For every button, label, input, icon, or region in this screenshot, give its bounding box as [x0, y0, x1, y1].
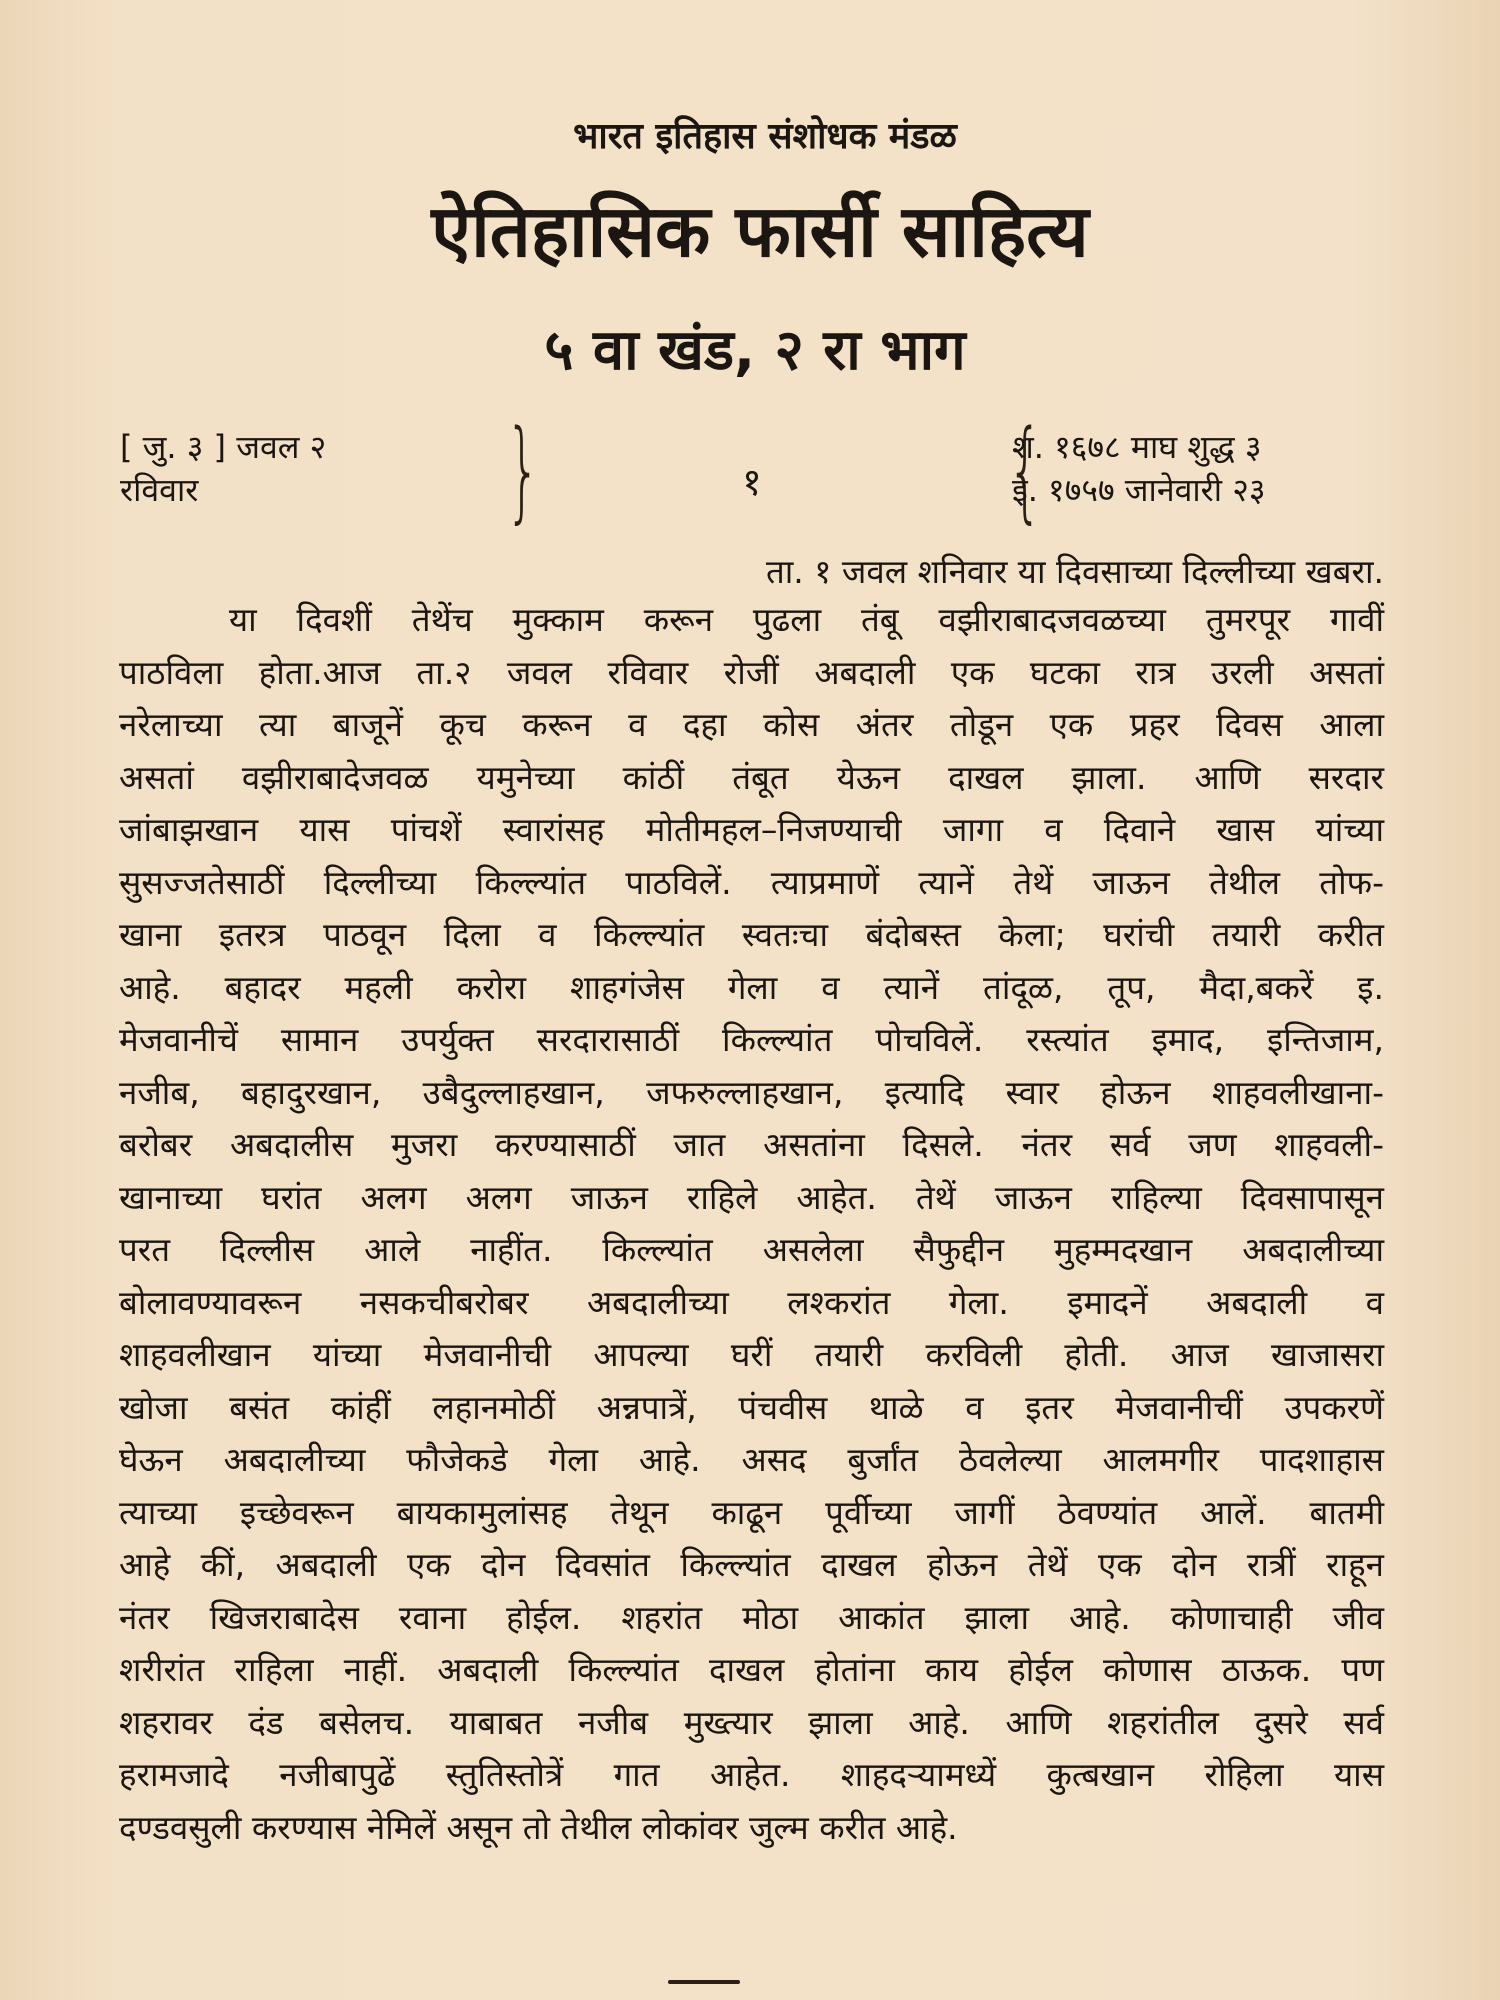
body-line: बरोबर अबदालीस मुजरा करण्यासाठीं जात असतांना दिसले. नंतर सर्व जण शाहवली-	[119, 1125, 1384, 1164]
body-line: खानाच्या घरांत अलग अलग जाऊन राहिले आहेत. तेथें जाऊन राहिल्या दिवसापासून	[119, 1177, 1384, 1217]
entry-date-shaka: श. १६७८ माघ शुद्ध ३	[1012, 428, 1262, 466]
body-line: खोजा बसंत कांहीं लहानमोठीं अन्नपात्रें, पंचवीस थाळे व इतर मेजवानीचीं उपकरणें	[119, 1387, 1384, 1427]
body-line: परत दिल्लीस आले नाहींत. किल्ल्यांत असलेला सैफुद्दीन मुहम्मदखान अबदालीच्या	[119, 1230, 1384, 1269]
body-line: जांबाझखान यास पांचशें स्वारांसह मोतीमहल–निजण्याची जागा व दिवाने खास यांच्या	[119, 810, 1384, 849]
body-line: शरीरांत राहिला नाहीं. अबदाली किल्ल्यांत दाखल होतांना काय होईल कोणास ठाऊक. पण	[119, 1650, 1384, 1689]
body-line: शाहवलीखान यांच्या मेजवानीची आपल्या घरीं तयारी करविली होती. आज खाजासरा	[119, 1335, 1384, 1374]
body-line: दण्डवसुली करण्यास नेमिलें असून तो तेथील लोकांवर जुल्म करीत आहे.	[119, 1807, 958, 1847]
entry-date-gregorian: इ. १७५७ जानेवारी २३	[1012, 471, 1266, 509]
book-title: ऐतिहासिक फार्सी साहित्य	[431, 189, 1089, 273]
body-line: खाना इतरत्र पाठवून दिला व किल्ल्यांत स्वतःचा बंदोबस्त केला; घरांची तयारी करीत	[119, 915, 1384, 954]
body-line: हरामजादे नजीबापुढें स्तुतिस्तोत्रें गात आहेत. शाहदऱ्यामध्यें कुत्बखान रोहिला यास	[119, 1755, 1384, 1794]
body-line: आहे. बहादर महली करोरा शाहगंजेस गेला व त्यानें तांदूळ, तूप, मैदा,बकरें इ.	[119, 967, 1384, 1007]
body-line: आहे कीं, अबदाली एक दोन दिवसांत किल्ल्यांत दाखल होऊन तेथें एक दोन रात्रीं राहून	[119, 1545, 1384, 1584]
right-curly-brace: }	[505, 406, 541, 534]
body-line: मेजवानीचें सामान उपर्युक्त सरदारासाठीं किल्ल्यांत पोचविलें. रस्त्यांत इमाद, इन्तिजाम,	[119, 1020, 1384, 1059]
body-line: नंतर खिजराबादेस रवाना होईल. शहरांत मोठा आकांत झाला आहे. कोणाचाही जीव	[119, 1597, 1384, 1637]
body-line: बोलावण्यावरून नसकचीबरोबर अबदालीच्या लश्करांत गेला. इमादनें अबदाली व	[119, 1282, 1384, 1322]
body-line: नजीब, बहादुरखान, उबैदुल्लाहखान, जफरुल्लाहखान, इत्यादि स्वार होऊन शाहवलीखाना-	[119, 1072, 1384, 1112]
entry-date-left-line2: रविवार	[120, 471, 199, 509]
body-line: पाठविला होता.आज ता.२ जवल रविवार रोजीं अबदाली एक घटका रात्र उरली असतां	[119, 652, 1384, 692]
body-line: शहरावर दंड बसेलच. याबाबत नजीब मुख्त्यार झाला आहे. आणि शहरांतील दुसरे सर्व	[119, 1702, 1384, 1742]
body-line: असतां वझीराबादेजवळ यमुनेच्या कांठीं तंबूत येऊन दाखल झाला. आणि सरदार	[119, 757, 1384, 797]
left-curly-brace: {	[1007, 406, 1043, 534]
end-rule-divider	[668, 1980, 740, 1984]
society-name: भारत इतिहास संशोधक मंडळ	[573, 116, 957, 157]
letter-body	[119, 594, 1384, 1854]
entry-number: १	[742, 460, 762, 504]
body-line: घेऊन अबदालीच्या फौजेकडे गेला आहे. असद बुर्जांत ठेवलेल्या आलमगीर पादशाहास	[119, 1440, 1384, 1479]
body-line: नरेलाच्या त्या बाजूनें कूच करून व दहा कोस अंतर तोडून एक प्रहर दिवस आला	[119, 705, 1384, 744]
body-line: या दिवशीं तेथेंच मुक्काम करून पुढला तंबू वझीराबादजवळच्या तुमरपूर गावीं	[229, 600, 1384, 639]
body-line: सुसज्जतेसाठीं दिल्लीच्या किल्ल्यांत पाठविलें. त्याप्रमाणें त्यानें तेथें जाऊन तेथील तोफ-	[119, 862, 1384, 902]
volume-subtitle: ५ वा खंड, २ रा भाग	[544, 318, 966, 383]
entry-date-left-line1: [ जु. ३ ] जवल २	[120, 428, 327, 466]
body-line: त्याच्या इच्छेवरून बायकामुलांसह तेथून काढून पूर्वीच्या जागीं ठेवण्यांत आलें. बातमी	[119, 1492, 1384, 1532]
entry-heading: ता. १ जवल शनिवार या दिवसाच्या दिल्लीच्या खबरा.	[765, 552, 1384, 591]
